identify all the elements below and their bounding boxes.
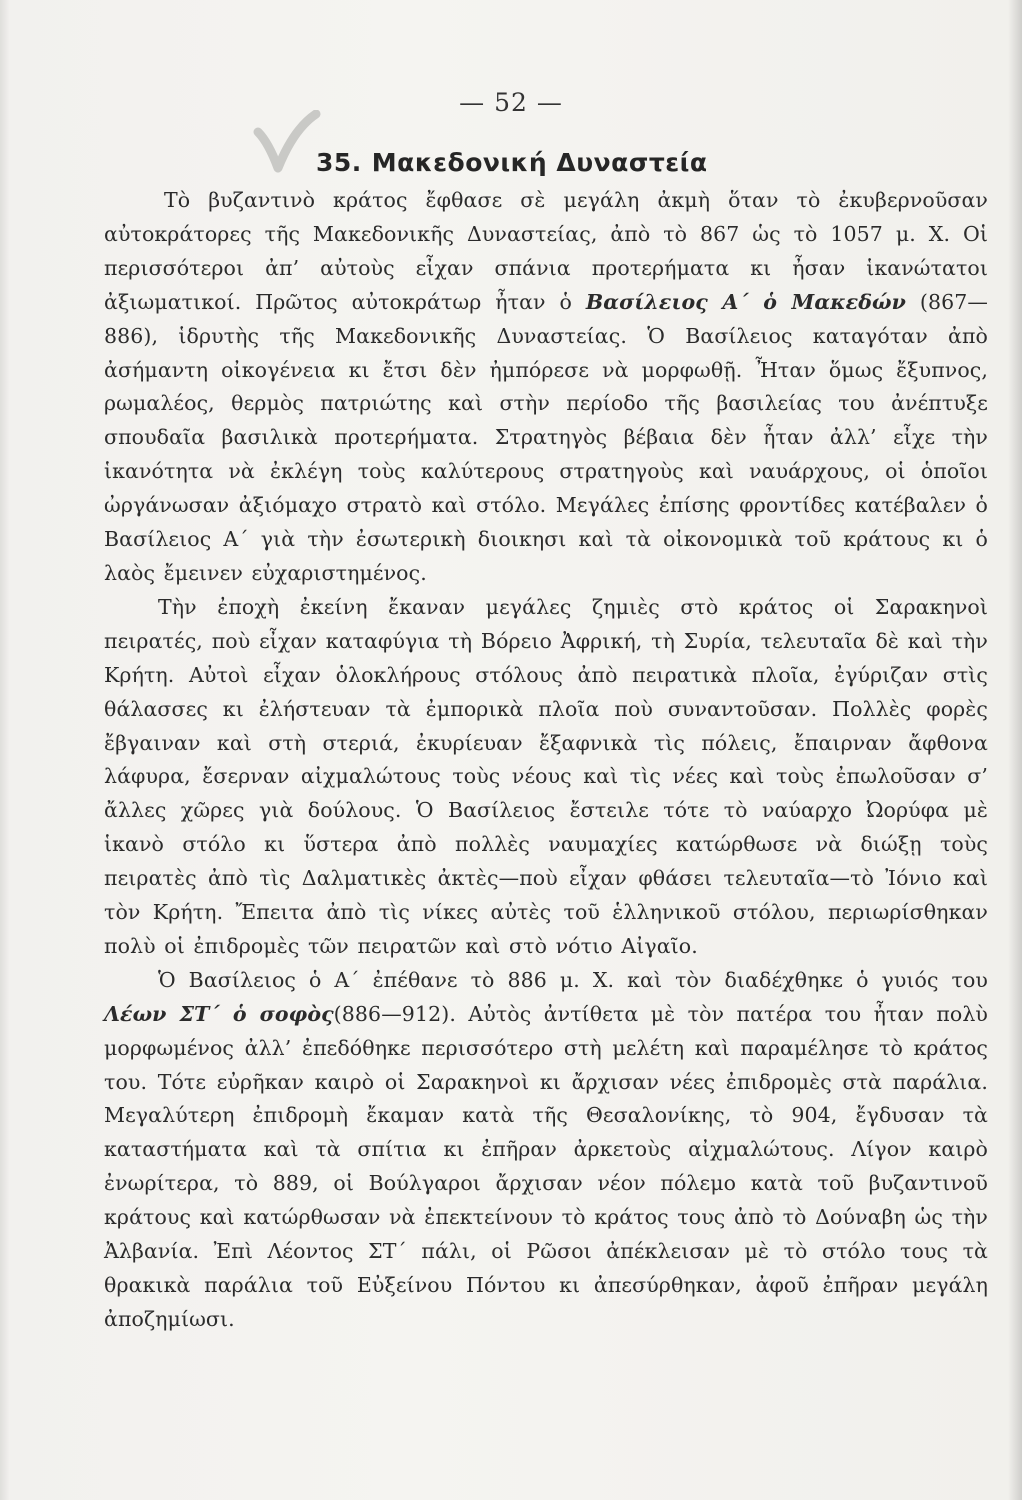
check-mark-icon	[252, 110, 322, 175]
text-run: (867—886), ἱδρυτὴς τῆς Μακεδονικῆς Δυναστείας. Ὁ Βασίλειος καταγόταν ἀπὸ ἀσήμαντη οἰκογένεια κι ἔτσι δὲν ἠμπόρεσε νὰ μορφωθῇ. Ἦταν ὅμως ἔξυπνος, ρωμαλέος, θερμὸς πατριώτης καὶ στὴν περίοδο τῆς βασιλείας του ἀνέπτυξε σπουδαῖα βασιλικὰ προτερήματα. Στρατηγὸς βέβαια δὲν ἦταν ἀλλ’ εἶχε τὴν ἱκανότητα νὰ ἐκλέγη τοὺς καλύτερους στρατηγοὺς καὶ ναυάρχους, οἱ ὁποῖοι ὠργάνωσαν ἀξιόμαχο στρατὸ καὶ στόλο. Μεγάλες ἐπίσης φροντίδες κατέβαλεν ὁ Βασίλειος Α΄ γιὰ τὴν ἐσωτερικὴ διοικησι καὶ τὰ οἰκονομικὰ τοῦ κράτους κι ὁ λαὸς ἔμεινεν εὐχαριστημένος.	[104, 289, 988, 585]
text-run: Τὸ βυζαντινὸ κράτος ἔφθασε σὲ μεγάλη ἀκμὴ ὅταν τὸ ἐκυβερνοῦσαν αὐτοκράτορες τῆς Μακεδονικῆς Δυναστείας, ἀπὸ τὸ 867 ὡς τὸ 1057 μ. Χ. Οἱ περισσότεροι ἀπ’ αὐτοὺς εἶχαν σπάνια προτερήματα κι ἦσαν ἱκανώτατοι ἀξιωματικοί. Πρῶτος αὐτοκράτωρ ἦταν ὁ	[104, 188, 988, 314]
emphasized-name: Λέων ΣΤ΄ ὁ σοφὸς	[104, 1001, 334, 1026]
page-number: — 52 —	[459, 88, 563, 117]
section-number: 35.	[316, 148, 362, 177]
section-heading	[316, 148, 718, 177]
text-run: Τὴν ἐποχὴ ἐκείνη ἔκαναν μεγάλες ζημιὲς στὸ κράτος οἱ Σαρακηνοὶ πειρατές, ποὺ εἶχαν καταφύγια τὴ Βόρειο Ἀφρική, τὴ Συρία, τελευταῖα δὲ καὶ τὴν Κρήτη. Αὐτοὶ εἶχαν ὁλοκλήρους στόλους ἀπὸ πειρατικὰ πλοῖα, ἐγύριζαν στὶς θάλασσες κι ἐλήστευαν τὰ ἐμπορικὰ πλοῖα ποὺ συναντοῦσαν. Πολλὲς φορὲς ἔβγαιναν καὶ στὴ στεριά, ἐκυρίευαν ἔξαφνικὰ τὶς πόλεις, ἔπαιρναν ἄφθονα λάφυρα, ἔσερναν αἰχμαλώτους τοὺς νέους καὶ τὶς νέες καὶ τοὺς ἐπωλοῦσαν σ’ ἄλλες χῶρες γιὰ δούλους. Ὁ Βασίλειος ἔστειλε τότε τὸ ναύαρχο Ὠορύφα μὲ ἱκανὸ στόλο κι ὕστερα ἀπὸ πολλὲς ναυμαχίες κατώρθωσε νὰ διώξῃ τοὺς πειρατὲς ἀπὸ τὶς Δαλματικὲς ἀκτὲς—ποὺ εἶχαν φθάσει τελευταῖα—τὸ Ἰόνιο καὶ τὸν Κρήτη. Ἔπειτα ἀπὸ τὶς νίκες αὐτὲς τοῦ ἑλληνικοῦ στόλου, περιωρίσθηκαν πολὺ οἱ ἐπιδρομὲς τῶν πειρατῶν καὶ στὸ νότιο Αἰγαῖο.	[104, 594, 988, 958]
emphasized-name: Βασίλειος Α΄ ὁ Μακεδών	[585, 289, 906, 314]
paragraph	[104, 964, 988, 1337]
page-edge	[1008, 0, 1022, 1500]
text-run: (886—912). Αὐτὸς ἀντίθετα μὲ τὸν πατέρα του ἦταν πολὺ μορφωμένος ἀλλ’ ἐπεδόθηκε περισσότερο στὴ μελέτη καὶ παραμέλησε τὸ κράτος του. Τότε εὐρῆκαν καιρὸ οἱ Σαρακηνοὶ κι ἄρχισαν νέες ἐπιδρομὲς στὰ παράλια. Μεγαλύτερη ἐπιδρομὴ ἔκαμαν κατὰ τῆς Θεσαλονίκης, τὸ 904, ἔγδυσαν τὰ καταστήματα καὶ τὰ σπίτια κι ἐπῆραν ἀρκετοὺς αἰχμαλώτους. Λίγον καιρὸ ἐνωρίτερα, τὸ 889, οἱ Βούλγαροι ἄρχισαν νέον πόλεμο κατὰ τοῦ βυζαντινοῦ κράτους καὶ κατώρθωσαν νὰ ἐπεκτείνουν τὸ κράτος τους ἀπὸ τὸ Δούναβη ὡς τὴν Ἀλβανία. Ἐπὶ Λέοντος ΣΤ΄ πάλι, οἱ Ρῶσοι ἀπέκλεισαν μὲ τὸ στόλο τους τὰ θρακικὰ παράλια τοῦ Εὐξείνου Πόντου κι ἀπεσύρθηκαν, ἀφοῦ ἐπῆραν μεγάλη ἀποζημίωσι.	[104, 1001, 988, 1331]
text-run: Ὁ Βασίλειος ὁ Α΄ ἐπέθανε τὸ 886 μ. Χ. καὶ τὸν διαδέχθηκε ὁ γυιός του	[158, 967, 988, 992]
body-text	[104, 184, 988, 1337]
section-title: Μακεδονική Δυναστεία	[371, 148, 708, 177]
paragraph	[104, 591, 988, 964]
paragraph	[104, 184, 988, 591]
page-gutter-shadow	[0, 0, 10, 1500]
